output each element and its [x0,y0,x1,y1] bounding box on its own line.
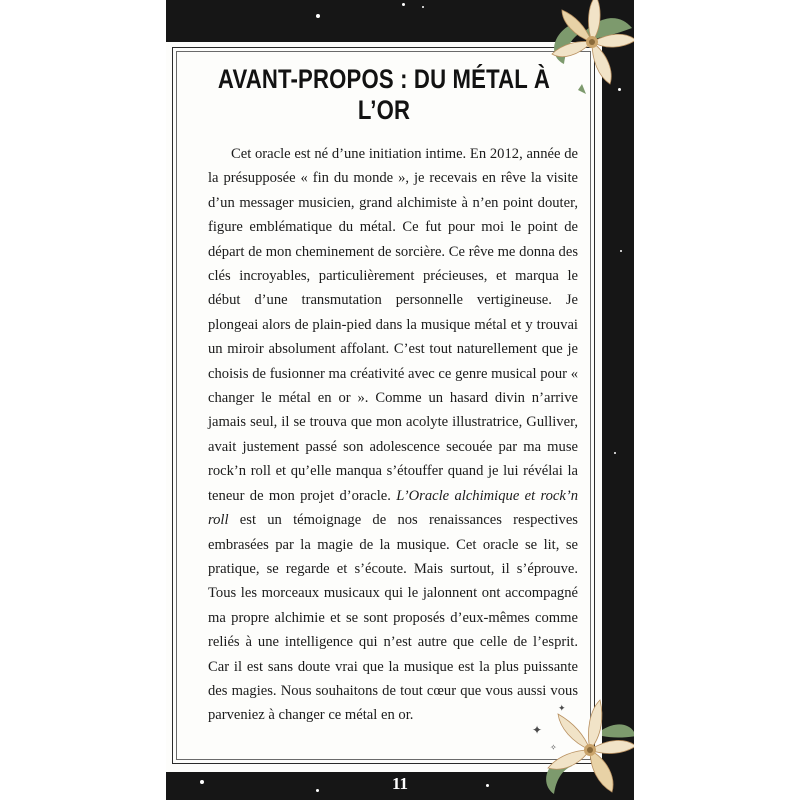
star-icon [316,14,320,18]
sparkle-icon: ✦ [558,703,566,713]
page-title: AVANT-PROPOS : DU MÉTAL À L’OR [217,64,551,125]
book-title-italic: L’Oracle alchimique et rock’n roll [208,487,578,529]
star-icon [402,3,405,6]
sparkle-icon: ✧ [550,743,557,752]
flower-icon [542,0,634,106]
star-icon [422,6,424,8]
page-number: 11 [391,774,409,793]
text-panel [166,42,602,772]
paragraph-text: Cet oracle est né d’une initiation intime. En 2012, année de la présupposée « fin du monde », je recevais en rêve la visite d’un messager musicien, grand alchimiste à n’en point douter, figure emblématique du métal. Ce fut pour moi le point de départ de mon cheminement de sorcière. Ce rêve me donna des clés incroyables, particulièrement précieuses, et marqua le début d’une transmutation personnelle vertigineuse. Je plongeai alors de plain-pied dans la musique métal et y trouvai un miroir absolument affolant. C’est tout naturellement que je choisis de fusionner ma créativité avec ce genre musical pour « changer le métal en or ». Comme un hasard divin n’arrive jamais seul, il se trouva que mon acolyte illustratrice, Gulliver, avait justement passé son adolescence secouée par ma muse rock’n roll et qu’elle manqua s’étouffer quand je lui révélai la teneur de mon projet d’oracle. [208,146,578,504]
foreword-paragraph [208,142,578,728]
paragraph-text-continued: est un témoignage de nos renaissances respectives embrasées par la magie de la musique. Cet oracle se lit, se pratique, se regarde et s’écoute. Mais surtout, il s’éprouve. Tous les morceaux musicaux qui le jalonnent ont accompagné ma propre alchimie et se sont proposés d’eux-mêmes comme reliés à une intelligence qui n’est autre que celle de l’esprit. Car il est sans doute vrai que la musique est la plus puissante des magies. Nous souhaitons de tout cœur que vous aussi vous parveniez à changer ce métal en or. [208,512,578,724]
book-page [166,0,634,800]
sparkle-icon: ✦ [532,723,543,737]
star-icon [614,452,616,454]
star-icon [620,250,622,252]
